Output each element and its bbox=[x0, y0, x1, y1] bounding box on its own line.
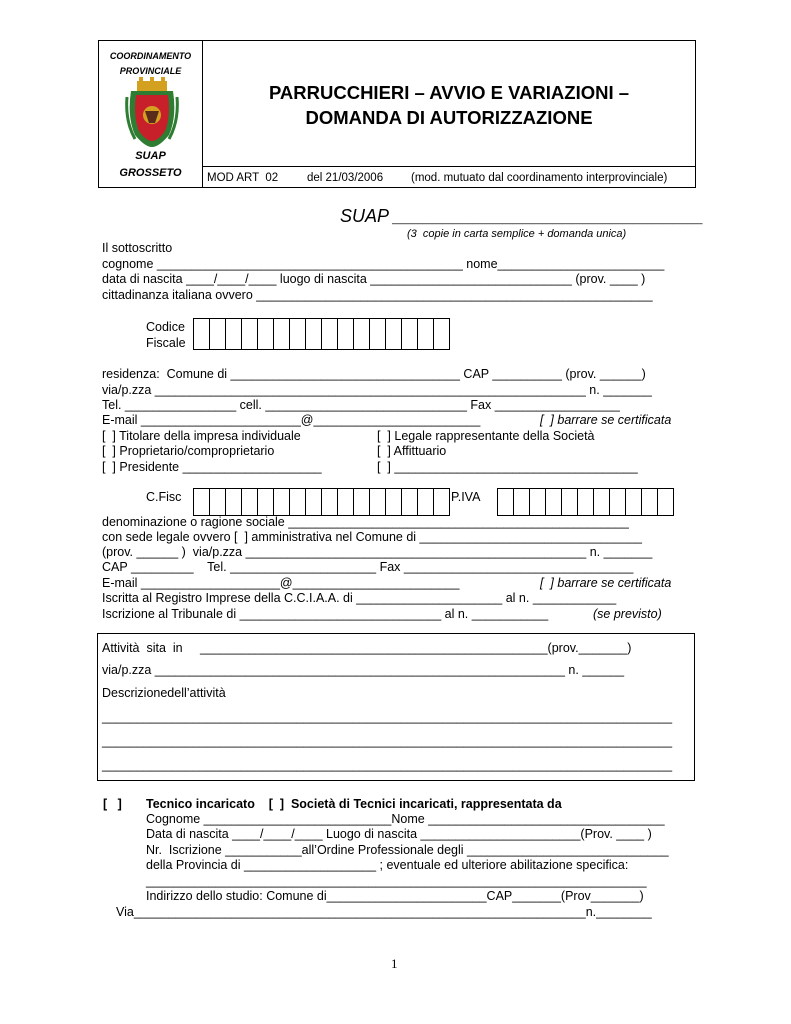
affittuario-checkbox[interactable]: [ ] Affittuario bbox=[377, 444, 447, 458]
description-line[interactable]: __________________________________________________________________________________ bbox=[102, 734, 673, 748]
email-field[interactable]: E-mail _______________________@________________________ bbox=[102, 413, 481, 427]
activity-location-field[interactable]: Attività sita in __________________________________________________(prov._______) bbox=[102, 641, 632, 655]
suap-field[interactable]: SUAP _______________________________ bbox=[340, 206, 704, 226]
other-role-checkbox[interactable]: [ ] ___________________________________ bbox=[377, 460, 638, 474]
piva-boxes[interactable] bbox=[497, 488, 674, 516]
tecnico-cognome-field[interactable]: Cognome ___________________________Nome __________________________________ bbox=[146, 812, 665, 826]
tecnico-iscrizione-field[interactable]: Nr. Iscrizione ___________all’Ordine Professionale degli _____________________________ bbox=[146, 843, 669, 857]
page-number: 1 bbox=[391, 956, 398, 971]
tecnico-via-field[interactable]: Via_________________________________________________________________n.________ bbox=[116, 905, 652, 919]
company-via-field[interactable]: (prov. ______ ) via/p.zza _________________________________________________ n. _______ bbox=[102, 545, 653, 559]
description-line[interactable]: __________________________________________________________________________________ bbox=[102, 710, 673, 724]
email-certified-checkbox[interactable]: [ ] barrare se certificata bbox=[540, 413, 672, 427]
presidente-checkbox[interactable]: [ ] Presidente ____________________ bbox=[102, 460, 322, 474]
document-title-line1: PARRUCCHIERI – AVVIO E VARIAZIONI – bbox=[268, 82, 630, 103]
legale-checkbox[interactable]: [ ] Legale rappresentante della Società bbox=[377, 429, 595, 443]
tecnico-indirizzo-field[interactable]: Indirizzo dello studio: Comune di_______________________CAP_______(Prov_______) bbox=[146, 889, 644, 903]
tecnico-heading[interactable]: Tecnico incaricato [ ] Società di Tecnici incaricati, rappresentata da bbox=[146, 797, 562, 811]
grosseto-crest-icon bbox=[125, 77, 179, 149]
cittadinanza-field[interactable]: cittadinanza italiana ovvero _________________________________________________________ bbox=[102, 288, 653, 302]
tribunale-note: (se previsto) bbox=[593, 607, 662, 621]
provinciale-label: PROVINCIALE bbox=[119, 66, 182, 76]
codice-fiscale-boxes[interactable] bbox=[193, 318, 450, 350]
via-field[interactable]: via/p.zza ______________________________________________________________ n. _______ bbox=[102, 383, 652, 397]
cfisc-label: C.Fisc bbox=[146, 490, 182, 504]
header-divider bbox=[203, 166, 695, 167]
company-cap-field[interactable]: CAP _________ Tel. _____________________ Fax _________________________________ bbox=[102, 560, 634, 574]
mod-date: del 21/03/2006 bbox=[307, 172, 384, 184]
sede-field[interactable]: con sede legale ovvero [ ] amministrativa nel Comune di ________________________________ bbox=[102, 530, 642, 544]
document-header bbox=[98, 40, 696, 188]
tecnico-abilitazione-field[interactable]: ________________________________________________________________________ bbox=[146, 874, 647, 888]
activity-description-label: Descrizionedell’attività bbox=[102, 686, 226, 700]
piva-label: P.IVA bbox=[451, 490, 481, 504]
suap-label: SUAP bbox=[135, 150, 166, 162]
denominazione-field[interactable]: denominazione o ragione sociale _________________________________________________ bbox=[102, 515, 629, 529]
grosseto-label: GROSSETO bbox=[119, 167, 182, 179]
tecnico-checkbox[interactable]: [ ] bbox=[103, 797, 122, 811]
tecnico-provincia-field[interactable]: della Provincia di ___________________ ; eventuale ed ulteriore abilitazione specifica: bbox=[146, 858, 629, 872]
activity-via-field[interactable]: via/p.zza ___________________________________________________________ n. ______ bbox=[102, 663, 625, 677]
company-email-field[interactable]: E-mail ____________________@________________________ bbox=[102, 576, 460, 590]
codice-label: Codice bbox=[146, 320, 185, 334]
registro-field[interactable]: Iscritta al Registro Imprese della C.C.I.A.A. di _____________________ al n. ____________ bbox=[102, 591, 617, 605]
description-line[interactable]: __________________________________________________________________________________ bbox=[102, 758, 673, 772]
coordinamento-label: COORDINAMENTO bbox=[109, 51, 192, 61]
titolare-checkbox[interactable]: [ ] Titolare della impresa individuale bbox=[102, 429, 301, 443]
fiscale-label: Fiscale bbox=[146, 336, 186, 350]
tel-field[interactable]: Tel. ________________ cell. _____________________________ Fax __________________ bbox=[102, 398, 620, 412]
tribunale-field[interactable]: Iscrizione al Tribunale di _____________________________ al n. ___________ bbox=[102, 607, 549, 621]
nascita-field[interactable]: data di nascita ____/____/____ luogo di nascita _____________________________ (prov. ____ ) bbox=[102, 272, 646, 286]
cognome-nome-field[interactable]: cognome ____________________________________________ nome________________________ bbox=[102, 257, 665, 271]
tecnico-nascita-field[interactable]: Data di nascita ____/____/____ Luogo di nascita _______________________(Prov. ____ ) bbox=[146, 827, 652, 841]
header-logo-cell bbox=[99, 41, 203, 187]
copies-note: (3 copie in carta semplice + domanda unica) bbox=[407, 228, 627, 240]
cfisc-boxes[interactable] bbox=[193, 488, 450, 516]
residenza-field[interactable]: residenza: Comune di _________________________________ CAP __________ (prov. ______) bbox=[102, 367, 646, 381]
company-email-certified-checkbox[interactable]: [ ] barrare se certificata bbox=[540, 576, 672, 590]
proprietario-checkbox[interactable]: [ ] Proprietario/comproprietario bbox=[102, 444, 275, 458]
mod-label: MOD ART 02 bbox=[207, 172, 279, 184]
sottoscritto-label: Il sottoscritto bbox=[102, 241, 173, 255]
mod-note: (mod. mutuato dal coordinamento interprovinciale) bbox=[411, 172, 668, 184]
document-title-line2: DOMANDA DI AUTORIZZAZIONE bbox=[305, 107, 593, 128]
